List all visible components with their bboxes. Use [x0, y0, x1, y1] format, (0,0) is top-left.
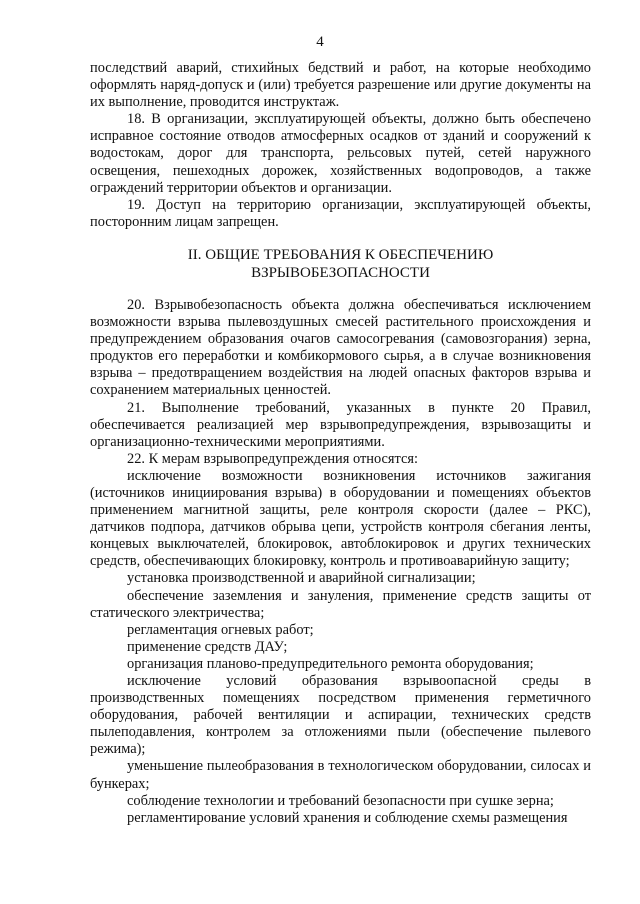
list-item: регламентация огневых работ; — [127, 621, 314, 638]
paragraph: 20. Взрывобезопасность объекта должна обеспечиваться исключением возможности взрыва пылевоздушных смесей растительного происхождения и предупреждением образования очагов самосогревания (самовозгорания) зерна, продуктов его переработки и комбикормового сырья, а в случае возникновения взрыва – предотвращением воздействия на людей опасных факторов взрыва и сохранением материальных ценностей. — [90, 296, 591, 399]
paragraph: 18. В организации, эксплуатирующей объекты, должно быть обеспечено исправное состояние отводов атмосферных осадков от зданий и сооружений к водостокам, дорог для транспорта, рельсовых путей, сетей наружного освещения, пешеходных дорожек, хозяйственных водопроводов, а также ограждений территории объектов и организации. — [90, 111, 591, 196]
section-heading — [90, 246, 591, 282]
paragraph: 21. Выполнение требований, указанных в пункте 20 Правил, обеспечивается реализацией мер взрывопредупреждения, взрывозащиты и организационно-техническими мероприятиями. — [90, 399, 591, 450]
section-heading-line: ВЗРЫВОБЕЗОПАСНОСТИ — [251, 264, 430, 281]
list-item: регламентирование условий хранения и соблюдение схемы размещения — [127, 809, 568, 826]
section-heading-line: II. ОБЩИЕ ТРЕБОВАНИЯ К ОБЕСПЕЧЕНИЮ — [187, 246, 494, 263]
paragraph: 22. К мерам взрывопредупреждения относятся: — [127, 450, 418, 467]
list-item: исключение условий образования взрывоопасной среды в производственных помещениях посредством применения герметичного оборудования, рабочей вентиляции и аспирации, технических средств пылеподавления, контролем за отложениями пыли (обеспечение пылевого режима); — [90, 673, 591, 758]
paragraph: 19. Доступ на территорию организации, эксплуатирующей объекты, посторонним лицам запрещен. — [90, 196, 591, 230]
list-item: исключение возможности возникновения источников зажигания (источников инициирования взрыва) в оборудовании и помещениях объектов применением магнитной защиты, реле контроля скорости (далее – РКС), датчиков подпора, датчиков обрыва цепи, устройств контроля сбегания ленты, концевых выключателей, блокировок, автоблокировок и других технических средств, обеспечивающих блокировку, контроль и противоаварийную защиту; — [90, 467, 591, 570]
document-body — [90, 60, 591, 827]
list-item: соблюдение технологии и требований безопасности при сушке зерна; — [127, 792, 554, 809]
list-item: уменьшение пылеобразования в технологическом оборудовании, силосах и бункерах; — [90, 758, 591, 792]
list-item: организация планово-предупредительного ремонта оборудования; — [127, 655, 534, 672]
list-item: установка производственной и аварийной сигнализации; — [127, 570, 476, 587]
list-item: обеспечение заземления и зануления, применение средств защиты от статического электричества; — [90, 587, 591, 621]
paragraph: последствий аварий, стихийных бедствий и работ, на которые необходимо оформлять наряд-допуск и (или) требуется разрешение или другие документы на их выполнение, проводится инструктаж. — [90, 60, 591, 111]
list-item: применение средств ДАУ; — [127, 638, 288, 655]
page-number: 4 — [316, 34, 324, 50]
